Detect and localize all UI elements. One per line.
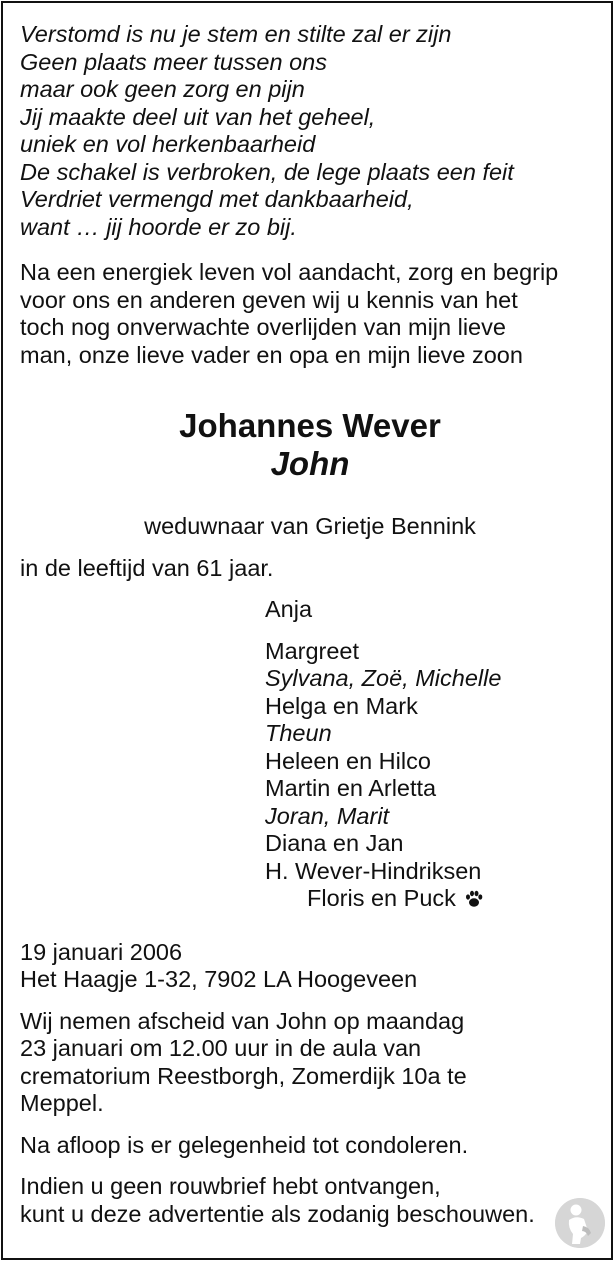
widower-of: weduwnaar van Grietje Bennink [144, 513, 476, 539]
deceased-name: Johannes Wever [179, 407, 441, 444]
poem-line: Geen plaats meer tussen ons [20, 48, 327, 75]
poem-line: maar ook geen zorg en pijn [20, 76, 305, 102]
announcement-line: toch nog onverwachte overlijden van mijn lieve [20, 314, 506, 340]
farewell-line: 23 januari om 12.00 uur in de aula van [20, 1035, 422, 1061]
announcement-line: man, onze lieve vader en opa en mijn lieve zoon [20, 341, 523, 368]
family-member: Margreet [265, 637, 360, 664]
poem-line: Jij maakte deel uit van het geheel, [20, 103, 376, 130]
obituary-frame [1, 1, 613, 1260]
pets-line [307, 885, 484, 913]
family-member: Sylvana, Zoë, Michelle [265, 665, 502, 691]
poem-line: Verdriet vermengd met dankbaarheid, [20, 186, 414, 212]
mourning-figure-graphic [555, 1198, 605, 1248]
family-member: Helga en Mark [265, 692, 418, 719]
condolence: Na afloop is er gelegenheid tot condoleren. [20, 1131, 469, 1158]
farewell-line: Wij nemen afscheid van John op maandag [20, 1007, 465, 1034]
paw-icon [464, 889, 484, 909]
mourning-figure-icon [555, 1198, 605, 1248]
family-member: Diana en Jan [265, 830, 404, 856]
date: 19 januari 2006 [20, 938, 183, 965]
pets-names: Floris en Puck [307, 885, 456, 911]
date-address [20, 939, 601, 994]
poem-line: De schakel is verbroken, de lege plaats een feit [20, 158, 514, 185]
family-member: Joran, Marit [265, 802, 390, 829]
poem [20, 21, 601, 241]
age-line: in de leeftijd van 61 jaar. [20, 554, 274, 581]
family-member: Martin en Arletta [265, 775, 437, 801]
announcement-line: Na een energiek leven vol aandacht, zorg en begrip [20, 259, 559, 285]
family-list [265, 596, 601, 913]
closing-line: kunt u deze advertentie als zodanig beschouwen. [20, 1200, 535, 1227]
deceased-name-block [20, 407, 600, 483]
family-member: Anja [265, 596, 313, 622]
poem-line: uniek en vol herkenbaarheid [20, 131, 316, 157]
poem-line: Verstomd is nu je stem en stilte zal er zijn [20, 21, 452, 47]
farewell [20, 1008, 601, 1118]
poem-line: want … jij hoorde er zo bij. [20, 213, 297, 240]
deceased-callname: John [270, 445, 350, 482]
farewell-line: crematorium Reestborgh, Zomerdijk 10a te [20, 1062, 467, 1089]
address: Het Haagje 1-32, 7902 LA Hoogeveen [20, 966, 418, 992]
family-member: H. Wever-Hindriksen [265, 857, 482, 884]
family-member: Heleen en Hilco [265, 747, 431, 774]
announcement [20, 259, 601, 369]
family-member: Theun [265, 720, 332, 746]
announcement-line: voor ons en anderen geven wij u kennis van het [20, 286, 518, 313]
closing [20, 1173, 601, 1228]
obituary-content [20, 21, 601, 1242]
closing-line: Indien u geen rouwbrief hebt ontvangen, [20, 1173, 441, 1199]
farewell-line: Meppel. [20, 1090, 104, 1116]
